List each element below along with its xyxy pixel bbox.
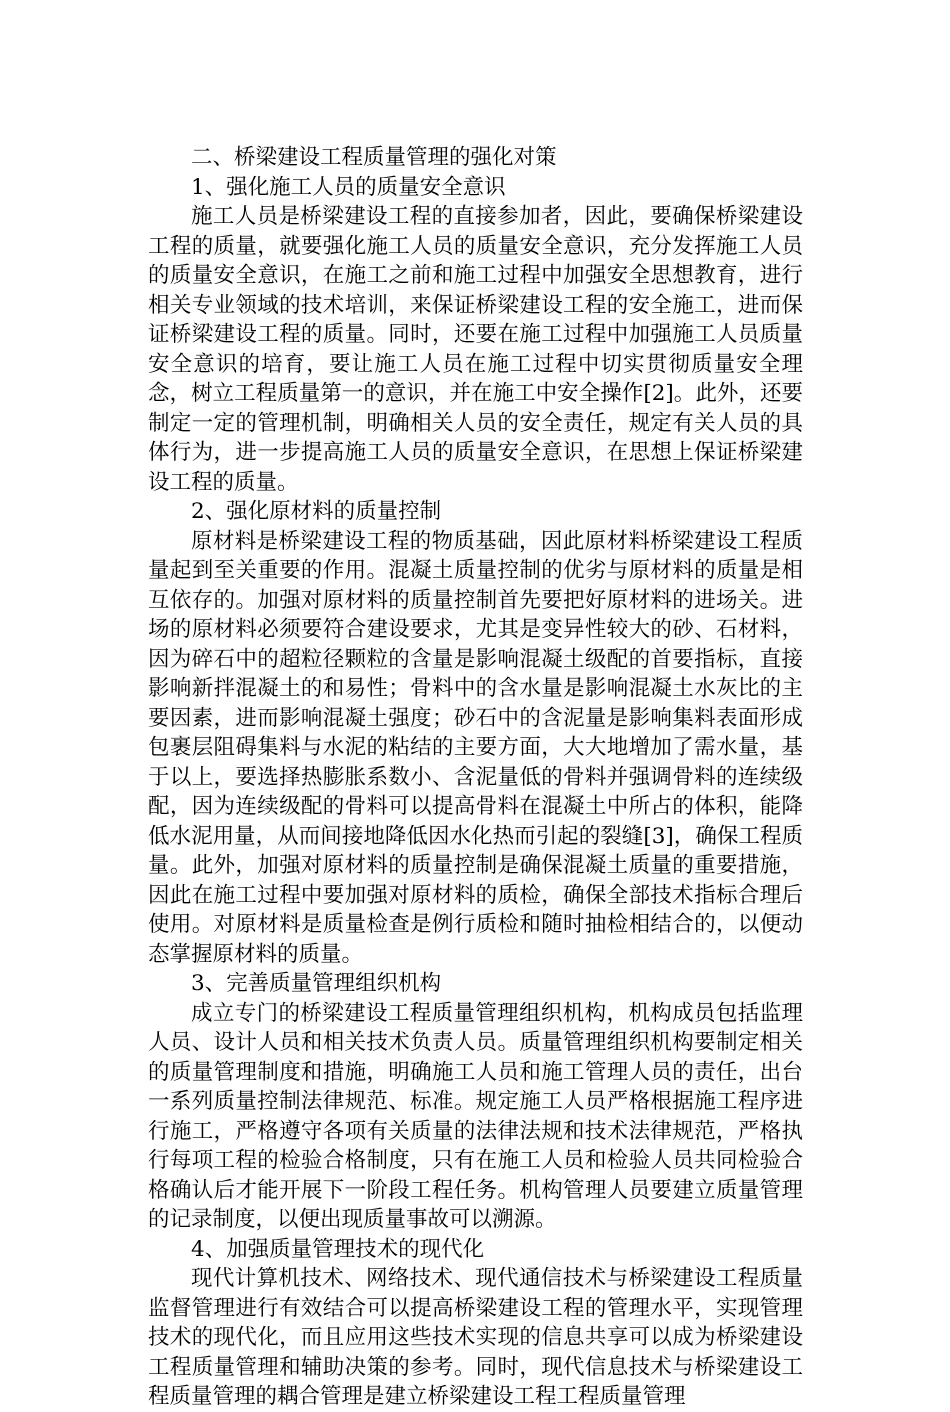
- paragraph-4: 现代计算机技术、网络技术、现代通信技术与桥梁建设工程质量监督管理进行有效结合可以提高桥梁建设工程的管理水平，实现管理技术的现代化，而且应用这些技术实现的信息共享可以成为桥梁建设工程质量管理和辅助决策的参考。同时，现代信息技术与桥梁建设工程质量管理的耦合管理是建立桥梁建设工程工程质量管理: [148, 1266, 803, 1409]
- paragraph-3: 成立专门的桥梁建设工程质量管理组织机构，机构成员包括监理人员、设计人员和相关技术负责人员。质量管理组织机构要制定相关的质量管理制度和措施，明确施工人员和施工管理人员的责任，出台一系列质量控制法律规范、标准。规定施工人员严格根据施工程序进行施工，严格遵守各项有关质量的法律法规和技术法律规范，严格执行每项工程的检验合格制度，只有在施工人员和检验人员共同检验合格确认后才能开展下一阶段工程任务。机构管理人员要建立质量管理的记录制度，以便出现质量事故可以溯源。: [148, 1000, 803, 1232]
- section-heading: 二、桥梁建设工程质量管理的强化对策: [191, 145, 557, 170]
- paragraph-2: 原材料是桥梁建设工程的物质基础，因此原材料桥梁建设工程质量起到至关重要的作用。混凝土质量控制的优劣与原材料的质量是相互依存的。加强对原材料的质量控制首先要把好原材料的进场关。进场的原材料必须要符合建设要求，尤其是变异性较大的砂、石材料，因为碎石中的超粒径颗粒的含量是影响混凝土级配的首要指标，直接影响新拌混凝土的和易性；骨料中的含水量是影响混凝土水灰比的主要因素，进而影响混凝土强度；砂石中的含泥量是影响集料表面形成包裹层阻碍集料与水泥的粘结的主要方面，大大地增加了需水量，基于以上，要选择热膨胀系数小、含泥量低的骨料并强调骨料的连续级配，因为连续级配的骨料可以提高骨料在混凝土中所占的体积，能降低水泥用量，从而间接地降低因水化热而引起的裂缝[3]，确保工程质量。此外，加强对原材料的质量控制是确保混凝土质量的重要措施，因此在施工过程中要加强对原材料的质检，确保全部技术指标合理后使用。对原材料是质量检查是例行质检和随时抽检相结合的，以便动态掌握原材料的质量。: [148, 528, 803, 967]
- subsection-heading-3: 3、完善质量管理组织机构: [191, 971, 442, 996]
- paragraph-1: 施工人员是桥梁建设工程的直接参加者，因此，要确保桥梁建设工程的质量，就要强化施工人员的质量安全意识，充分发挥施工人员的质量安全意识，在施工之前和施工过程中加强安全思想教育，进行相关专业领域的技术培训，来保证桥梁建设工程的安全施工，进而保证桥梁建设工程的质量。同时，还要在施工过程中加强施工人员质量安全意识的培育，要让施工人员在施工过程中切实贯彻质量安全理念，树立工程质量第一的意识，并在施工中安全操作[2]。此外，还要制定一定的管理机制，明确相关人员的安全责任，规定有关人员的具体行为，进一步提高施工人员的质量安全意识，在思想上保证桥梁建设工程的质量。: [148, 204, 803, 495]
- subsection-heading-4: 4、加强质量管理技术的现代化: [191, 1236, 485, 1262]
- subsection-heading-1: 1、强化施工人员的质量安全意识: [191, 174, 506, 200]
- subsection-heading-2: 2、强化原材料的质量控制: [191, 499, 442, 524]
- document-body: [148, 143, 803, 1412]
